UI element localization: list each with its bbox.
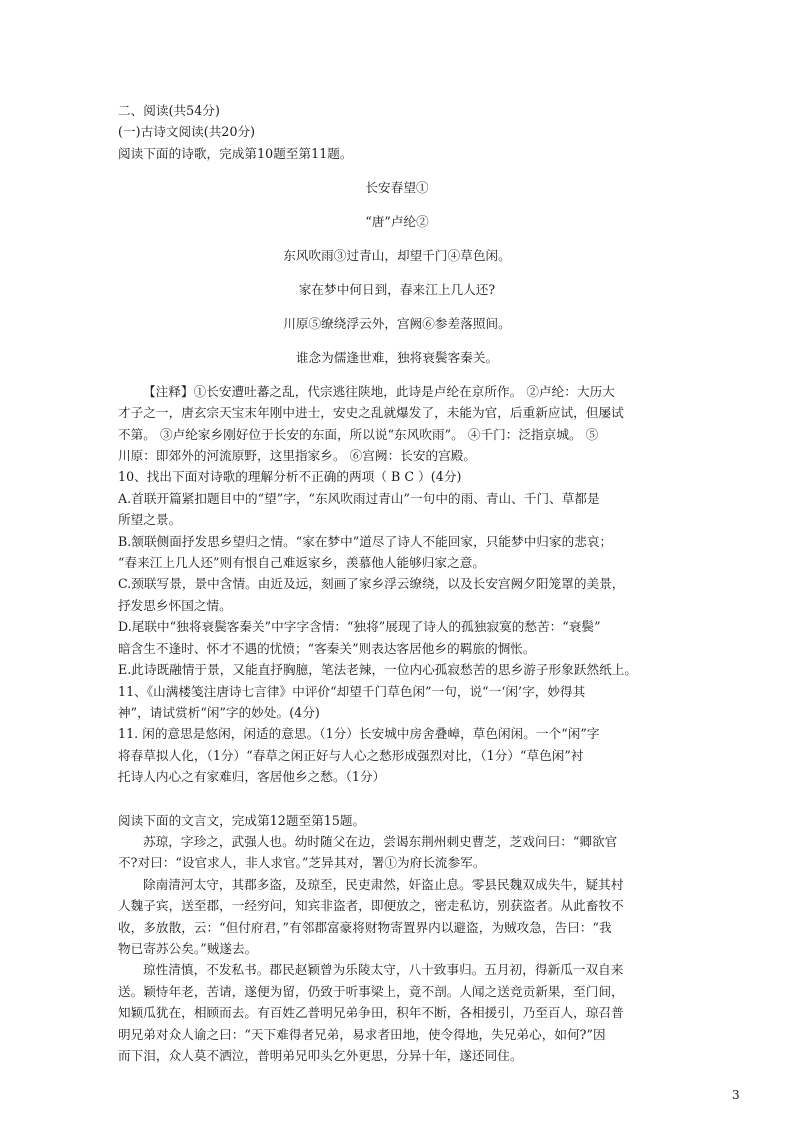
passage-line: 而下泪，众人莫不洒泣，普明弟兄叩头乞外更思，分异十年，遂还同住。: [118, 1048, 523, 1063]
poem-title: 长安春望①: [365, 179, 429, 195]
option-a: 所望之景。: [118, 512, 182, 528]
passage-line: 除南清河太守，其郡多盗，及琼至，民吏肃然，奸盗止息。零县民魏双成失牛，疑其村: [143, 876, 624, 892]
option-b: B.颔联侧面抒发思乡望归之情。“家在梦中”道尽了诗人不能回家，只能梦中归家的悲哀；: [118, 533, 613, 549]
passage-line: 物已寄苏公矣。”贼遂去。: [118, 940, 258, 956]
option-b: “春来江上几人还”则有恨自己难返家乡，羡慕他人能够归家之意。: [118, 555, 486, 571]
option-e: E.此诗既融情于景，又能直抒胸臆，笔法老辣，一位内心孤寂愁苦的思乡游子形象跃然纸上。: [118, 662, 638, 678]
note-line: 【注释】①长安遭吐蕃之乱，代宗逃往陕地，此诗是卢纶在京所作。 ②卢纶：大历大: [143, 383, 615, 399]
passage-line: 苏琼，字珍之，武强人也。幼时随父在边，尝谒东荆州刺史曹芝，芝戏问曰：“卿欲官: [143, 833, 618, 849]
spacer: [118, 788, 676, 810]
poem-instructions: 阅读下面的诗歌，完成第10题至第11题。: [118, 145, 353, 161]
poem-line: 家在梦中何日到，春来江上几人还?: [298, 281, 496, 297]
question-10: [118, 466, 676, 680]
option-d: 暗含生不逢时、怀才不遇的忧愤；“客秦关”则表达客居他乡的羁旅的惆怅。: [118, 640, 536, 656]
option-d: D.尾联中“独将衰鬓客秦关”中字字含情：“独将”展现了诗人的孤独寂寞的愁苦：“衰鬓”: [118, 619, 601, 635]
poem-line: 谁念为儒逢世难，独将衰鬓客秦关。: [295, 349, 499, 365]
note-line: 川原：即郊外的河流原野，这里指家乡。 ⑥宫阙：长安的宫殿。: [118, 448, 477, 464]
note-line: 不第。 ③卢纶家乡刚好位于长安的东面，所以说“东风吹雨”。 ④千门：泛指京城。 ⑤: [118, 426, 599, 442]
poem-line: 川原⑤缭绕浮云外，宫阙⑥参差落照间。: [283, 315, 511, 331]
question-11-answer: 将春草拟人化，（1分）“春草之闲正好与人心之愁形成强烈对比，（1分）“草色闲”衬: [118, 747, 584, 763]
poem-line: 东风吹雨③过青山，却望千门④草色闲。: [283, 247, 511, 263]
note-line: 才子之一，唐玄宗天宝末年刚中进士，安史之乱就爆发了，未能为官，后重新应试，但屡试: [118, 405, 624, 421]
classical-passage: [118, 810, 676, 1067]
question-11-answer: 托诗人内心之有家难归，客居他乡之愁。（1分）: [118, 769, 386, 785]
question-11: [118, 681, 676, 788]
classical-instructions: 阅读下面的文言文，完成第12题至第15题。: [118, 812, 366, 828]
passage-line: 明兄弟对众人谕之曰：“天下难得者兄弟，易求者田地，使令得地，失兄弟心，如何?”因: [118, 1026, 606, 1042]
question-11-stem: 神”，请试赏析“闲”字的妙处。(4分): [118, 704, 320, 720]
question-10-stem: 10、找出下面对诗歌的理解分析不正确的两项（ B C ）(4分): [118, 469, 462, 485]
question-11-answer: 11. 闲的意思是悠闲，闲适的意思。（1分）长安城中房舍叠嶂，草色闲闲。一个“闲”字: [118, 726, 600, 742]
passage-line: 收，多放散，云：“但付府君，”有邻郡富豪将财物寄置界内以避盗，为贼攻急，告曰：“我: [118, 919, 612, 935]
passage-line: 知颖瓜犹在，相顾而去。有百姓乙普明兄弟争田，积年不断，各相援引，乃至百人，琼召普: [118, 1005, 624, 1021]
passage-line: 人魏子宾，送至郡，一经穷问，知宾非盗者，即便放之，密走私访，别获盗者。从此畜牧不: [118, 898, 624, 914]
option-a: A.首联开篇紧扣题目中的“望”字，“东风吹雨过青山”一句中的雨、青山、千门、草都是: [118, 490, 600, 506]
poem-author: “唐”卢纶②: [365, 213, 429, 229]
sub-section-title: (一)古诗文阅读(共20分): [118, 124, 256, 140]
section-title: 二、阅读(共54分): [118, 103, 220, 118]
option-c: 抒发思乡怀国之情。: [118, 597, 232, 613]
option-c: C.颈联写景，景中含情。由近及远，刻画了家乡浮云缭绕，以及长安宫阙夕阳笼罩的美景，: [118, 576, 625, 592]
passage-line: 不?对曰：“设官求人，非人求官。”芝异其对，署①为府长流参军。: [118, 855, 486, 871]
page-number: 3: [732, 1088, 740, 1102]
passage-line: 琼性清慎，不发私书。郡民赵颖曾为乐陵太守，八十致事归。五月初，得新瓜一双自来: [143, 962, 624, 978]
poem-notes: [118, 381, 676, 467]
page-content: [118, 100, 676, 1066]
question-11-stem: 11、《山满楼笺注唐诗七言律》中评价“却望千门草色闲”一句，说“一‘闲’字，妙得其: [118, 683, 586, 699]
passage-line: 送。颖恃年老，苦请，遂便为留，仍致于听事梁上，竟不剖。人闻之送竞贡新果，至门间，: [118, 983, 624, 999]
